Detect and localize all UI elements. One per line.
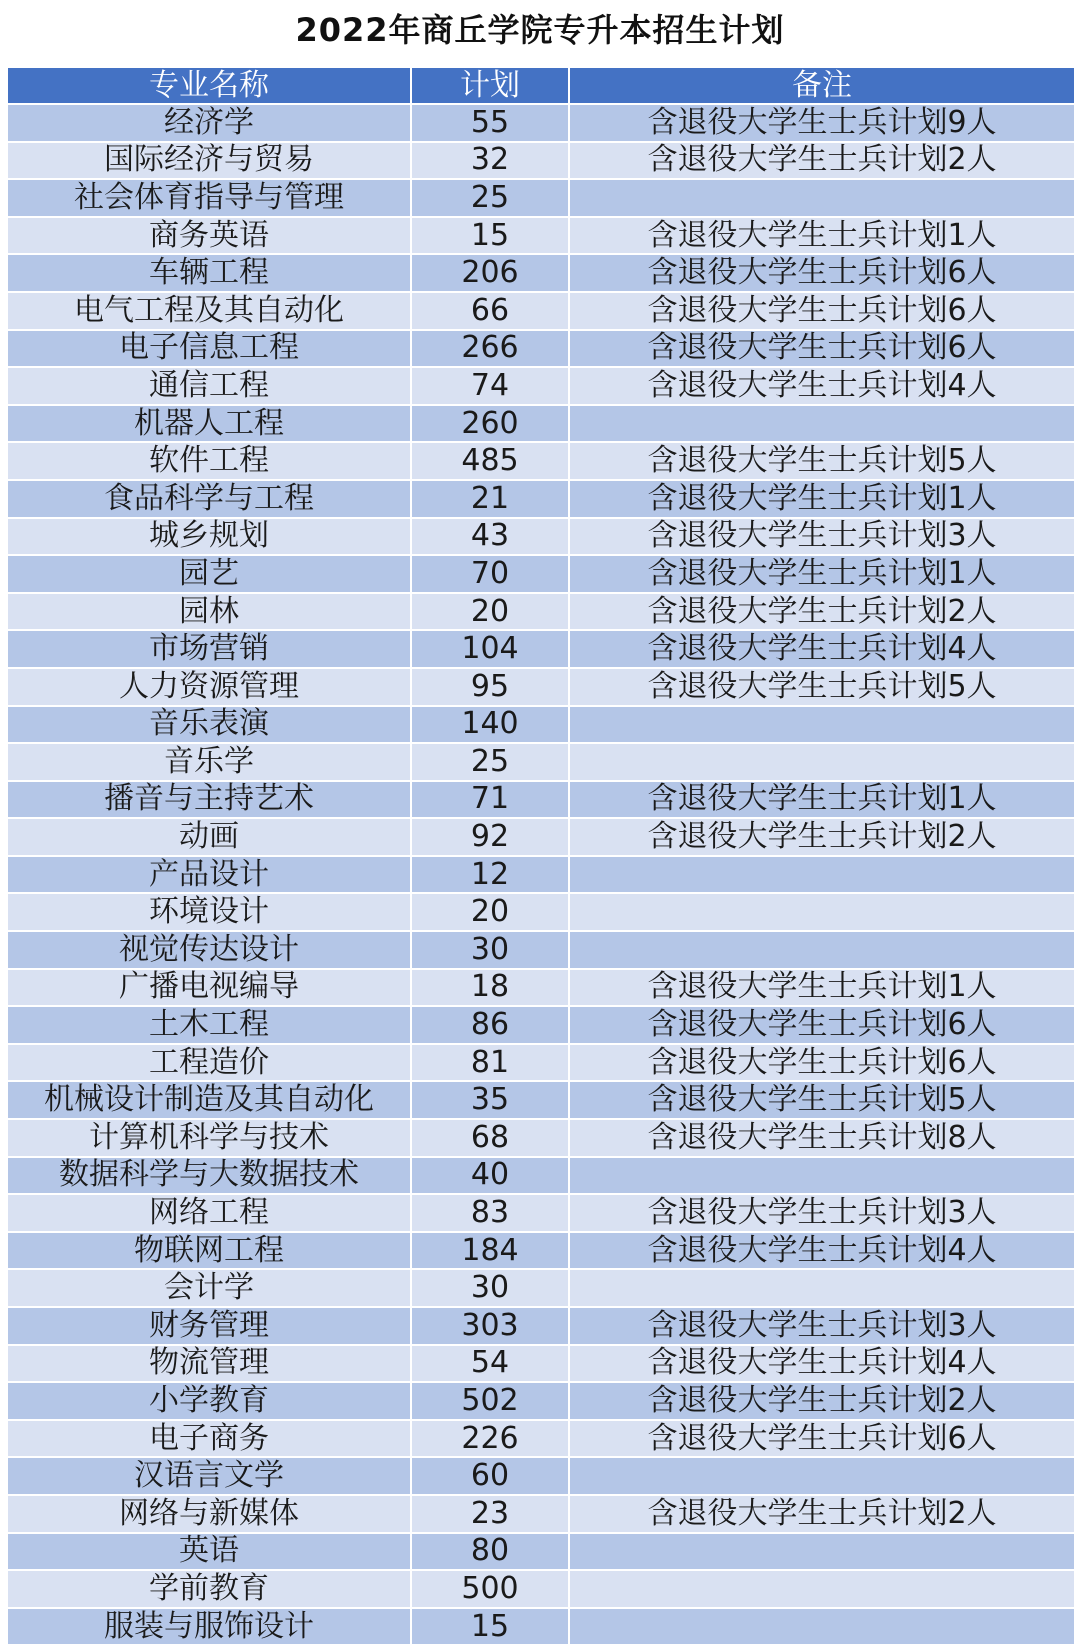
plan-cell: 21 bbox=[411, 480, 569, 518]
note-cell: 含退役大学生士兵计划1人 bbox=[569, 480, 1075, 518]
plan-cell: 86 bbox=[411, 1006, 569, 1044]
plan-cell: 30 bbox=[411, 1269, 569, 1307]
table-row bbox=[7, 442, 1075, 480]
table-row bbox=[7, 781, 1075, 819]
note-cell: 含退役大学生士兵计划4人 bbox=[569, 367, 1075, 405]
plan-cell: 15 bbox=[411, 1608, 569, 1646]
plan-cell: 74 bbox=[411, 367, 569, 405]
note-cell: 含退役大学生士兵计划6人 bbox=[569, 254, 1075, 292]
table-row bbox=[7, 1533, 1075, 1571]
note-cell: 含退役大学生士兵计划6人 bbox=[569, 1420, 1075, 1458]
plan-cell: 266 bbox=[411, 330, 569, 368]
major-cell: 广播电视编导 bbox=[7, 969, 411, 1007]
table-row bbox=[7, 1307, 1075, 1345]
table-row bbox=[7, 1119, 1075, 1157]
note-cell: 含退役大学生士兵计划2人 bbox=[569, 1495, 1075, 1533]
note-cell: 含退役大学生士兵计划4人 bbox=[569, 1232, 1075, 1270]
note-cell: 含退役大学生士兵计划2人 bbox=[569, 142, 1075, 180]
table-row bbox=[7, 856, 1075, 894]
note-cell: 含退役大学生士兵计划2人 bbox=[569, 818, 1075, 856]
plan-cell: 502 bbox=[411, 1382, 569, 1420]
major-cell: 电子商务 bbox=[7, 1420, 411, 1458]
major-cell: 国际经济与贸易 bbox=[7, 142, 411, 180]
plan-cell: 140 bbox=[411, 706, 569, 744]
note-cell bbox=[569, 1608, 1075, 1646]
note-cell: 含退役大学生士兵计划1人 bbox=[569, 555, 1075, 593]
table-row bbox=[7, 104, 1075, 142]
major-cell: 汉语言文学 bbox=[7, 1457, 411, 1495]
major-cell: 物联网工程 bbox=[7, 1232, 411, 1270]
plan-cell: 20 bbox=[411, 593, 569, 631]
note-cell: 含退役大学生士兵计划3人 bbox=[569, 1194, 1075, 1232]
table-row bbox=[7, 142, 1075, 180]
table-row bbox=[7, 1457, 1075, 1495]
column-header-major: 专业名称 bbox=[7, 67, 411, 104]
note-cell bbox=[569, 706, 1075, 744]
table-row bbox=[7, 1081, 1075, 1119]
plan-cell: 15 bbox=[411, 217, 569, 255]
plan-cell: 303 bbox=[411, 1307, 569, 1345]
note-cell bbox=[569, 893, 1075, 931]
major-cell: 机械设计制造及其自动化 bbox=[7, 1081, 411, 1119]
major-cell: 城乡规划 bbox=[7, 518, 411, 556]
note-cell: 含退役大学生士兵计划5人 bbox=[569, 668, 1075, 706]
plan-cell: 30 bbox=[411, 931, 569, 969]
major-cell: 社会体育指导与管理 bbox=[7, 179, 411, 217]
table-row bbox=[7, 367, 1075, 405]
table-row bbox=[7, 1232, 1075, 1270]
major-cell: 电气工程及其自动化 bbox=[7, 292, 411, 330]
table-row bbox=[7, 668, 1075, 706]
major-cell: 视觉传达设计 bbox=[7, 931, 411, 969]
plan-cell: 184 bbox=[411, 1232, 569, 1270]
major-cell: 会计学 bbox=[7, 1269, 411, 1307]
major-cell: 电子信息工程 bbox=[7, 330, 411, 368]
plan-cell: 20 bbox=[411, 893, 569, 931]
note-cell: 含退役大学生士兵计划3人 bbox=[569, 1307, 1075, 1345]
note-cell bbox=[569, 1157, 1075, 1195]
major-cell: 市场营销 bbox=[7, 630, 411, 668]
table-row bbox=[7, 743, 1075, 781]
note-cell bbox=[569, 179, 1075, 217]
major-cell: 数据科学与大数据技术 bbox=[7, 1157, 411, 1195]
plan-cell: 71 bbox=[411, 781, 569, 819]
table-row bbox=[7, 969, 1075, 1007]
table-row bbox=[7, 518, 1075, 556]
plan-cell: 35 bbox=[411, 1081, 569, 1119]
table-row bbox=[7, 893, 1075, 931]
major-cell: 园林 bbox=[7, 593, 411, 631]
table-row bbox=[7, 555, 1075, 593]
note-cell bbox=[569, 1457, 1075, 1495]
note-cell: 含退役大学生士兵计划1人 bbox=[569, 781, 1075, 819]
plan-cell: 92 bbox=[411, 818, 569, 856]
note-cell: 含退役大学生士兵计划6人 bbox=[569, 1006, 1075, 1044]
note-cell bbox=[569, 1570, 1075, 1608]
table-row bbox=[7, 179, 1075, 217]
table-row bbox=[7, 1269, 1075, 1307]
major-cell: 动画 bbox=[7, 818, 411, 856]
table-row bbox=[7, 1382, 1075, 1420]
major-cell: 车辆工程 bbox=[7, 254, 411, 292]
major-cell: 财务管理 bbox=[7, 1307, 411, 1345]
major-cell: 通信工程 bbox=[7, 367, 411, 405]
major-cell: 播音与主持艺术 bbox=[7, 781, 411, 819]
major-cell: 计算机科学与技术 bbox=[7, 1119, 411, 1157]
plan-cell: 500 bbox=[411, 1570, 569, 1608]
plan-cell: 43 bbox=[411, 518, 569, 556]
table-row bbox=[7, 405, 1075, 443]
major-cell: 学前教育 bbox=[7, 1570, 411, 1608]
major-cell: 土木工程 bbox=[7, 1006, 411, 1044]
note-cell: 含退役大学生士兵计划8人 bbox=[569, 1119, 1075, 1157]
table-header-row bbox=[7, 67, 1075, 104]
major-cell: 人力资源管理 bbox=[7, 668, 411, 706]
table-row bbox=[7, 1044, 1075, 1082]
note-cell bbox=[569, 743, 1075, 781]
note-cell: 含退役大学生士兵计划9人 bbox=[569, 104, 1075, 142]
plan-cell: 70 bbox=[411, 555, 569, 593]
table-row bbox=[7, 1420, 1075, 1458]
major-cell: 商务英语 bbox=[7, 217, 411, 255]
plan-cell: 80 bbox=[411, 1533, 569, 1571]
plan-cell: 95 bbox=[411, 668, 569, 706]
major-cell: 机器人工程 bbox=[7, 405, 411, 443]
note-cell: 含退役大学生士兵计划6人 bbox=[569, 292, 1075, 330]
plan-cell: 226 bbox=[411, 1420, 569, 1458]
note-cell: 含退役大学生士兵计划6人 bbox=[569, 330, 1075, 368]
table-row bbox=[7, 1157, 1075, 1195]
note-cell bbox=[569, 856, 1075, 894]
note-cell bbox=[569, 1533, 1075, 1571]
note-cell: 含退役大学生士兵计划6人 bbox=[569, 1044, 1075, 1082]
column-header-plan: 计划 bbox=[411, 67, 569, 104]
major-cell: 音乐学 bbox=[7, 743, 411, 781]
plan-cell: 25 bbox=[411, 743, 569, 781]
note-cell bbox=[569, 931, 1075, 969]
plan-cell: 485 bbox=[411, 442, 569, 480]
note-cell: 含退役大学生士兵计划4人 bbox=[569, 1345, 1075, 1383]
plan-cell: 68 bbox=[411, 1119, 569, 1157]
enrollment-plan-table bbox=[6, 66, 1076, 1646]
major-cell: 食品科学与工程 bbox=[7, 480, 411, 518]
note-cell: 含退役大学生士兵计划3人 bbox=[569, 518, 1075, 556]
plan-cell: 32 bbox=[411, 142, 569, 180]
plan-cell: 81 bbox=[411, 1044, 569, 1082]
major-cell: 环境设计 bbox=[7, 893, 411, 931]
plan-cell: 66 bbox=[411, 292, 569, 330]
major-cell: 工程造价 bbox=[7, 1044, 411, 1082]
table-row bbox=[7, 593, 1075, 631]
plan-cell: 23 bbox=[411, 1495, 569, 1533]
table-row bbox=[7, 931, 1075, 969]
major-cell: 英语 bbox=[7, 1533, 411, 1571]
table-body bbox=[7, 104, 1075, 1645]
plan-cell: 54 bbox=[411, 1345, 569, 1383]
table-row bbox=[7, 1495, 1075, 1533]
plan-cell: 12 bbox=[411, 856, 569, 894]
plan-cell: 55 bbox=[411, 104, 569, 142]
plan-cell: 40 bbox=[411, 1157, 569, 1195]
note-cell: 含退役大学生士兵计划5人 bbox=[569, 1081, 1075, 1119]
plan-cell: 83 bbox=[411, 1194, 569, 1232]
table-row bbox=[7, 330, 1075, 368]
note-cell bbox=[569, 405, 1075, 443]
major-cell: 小学教育 bbox=[7, 1382, 411, 1420]
column-header-note: 备注 bbox=[569, 67, 1075, 104]
page-title: 2022年商丘学院专升本招生计划 bbox=[295, 11, 785, 49]
plan-cell: 18 bbox=[411, 969, 569, 1007]
note-cell bbox=[569, 1269, 1075, 1307]
table-row bbox=[7, 480, 1075, 518]
plan-cell: 25 bbox=[411, 179, 569, 217]
note-cell: 含退役大学生士兵计划4人 bbox=[569, 630, 1075, 668]
major-cell: 网络工程 bbox=[7, 1194, 411, 1232]
table-row bbox=[7, 254, 1075, 292]
major-cell: 服装与服饰设计 bbox=[7, 1608, 411, 1646]
note-cell: 含退役大学生士兵计划2人 bbox=[569, 1382, 1075, 1420]
table-row bbox=[7, 706, 1075, 744]
major-cell: 物流管理 bbox=[7, 1345, 411, 1383]
note-cell: 含退役大学生士兵计划2人 bbox=[569, 593, 1075, 631]
table-row bbox=[7, 1006, 1075, 1044]
major-cell: 软件工程 bbox=[7, 442, 411, 480]
major-cell: 园艺 bbox=[7, 555, 411, 593]
note-cell: 含退役大学生士兵计划1人 bbox=[569, 217, 1075, 255]
table-row bbox=[7, 1345, 1075, 1383]
table-row bbox=[7, 1194, 1075, 1232]
major-cell: 产品设计 bbox=[7, 856, 411, 894]
major-cell: 音乐表演 bbox=[7, 706, 411, 744]
plan-cell: 206 bbox=[411, 254, 569, 292]
table-row bbox=[7, 630, 1075, 668]
major-cell: 网络与新媒体 bbox=[7, 1495, 411, 1533]
note-cell: 含退役大学生士兵计划1人 bbox=[569, 969, 1075, 1007]
table-row bbox=[7, 292, 1075, 330]
plan-cell: 260 bbox=[411, 405, 569, 443]
plan-cell: 60 bbox=[411, 1457, 569, 1495]
plan-cell: 104 bbox=[411, 630, 569, 668]
table-row bbox=[7, 217, 1075, 255]
table-row bbox=[7, 818, 1075, 856]
table-row bbox=[7, 1608, 1075, 1646]
major-cell: 经济学 bbox=[7, 104, 411, 142]
note-cell: 含退役大学生士兵计划5人 bbox=[569, 442, 1075, 480]
table-row bbox=[7, 1570, 1075, 1608]
